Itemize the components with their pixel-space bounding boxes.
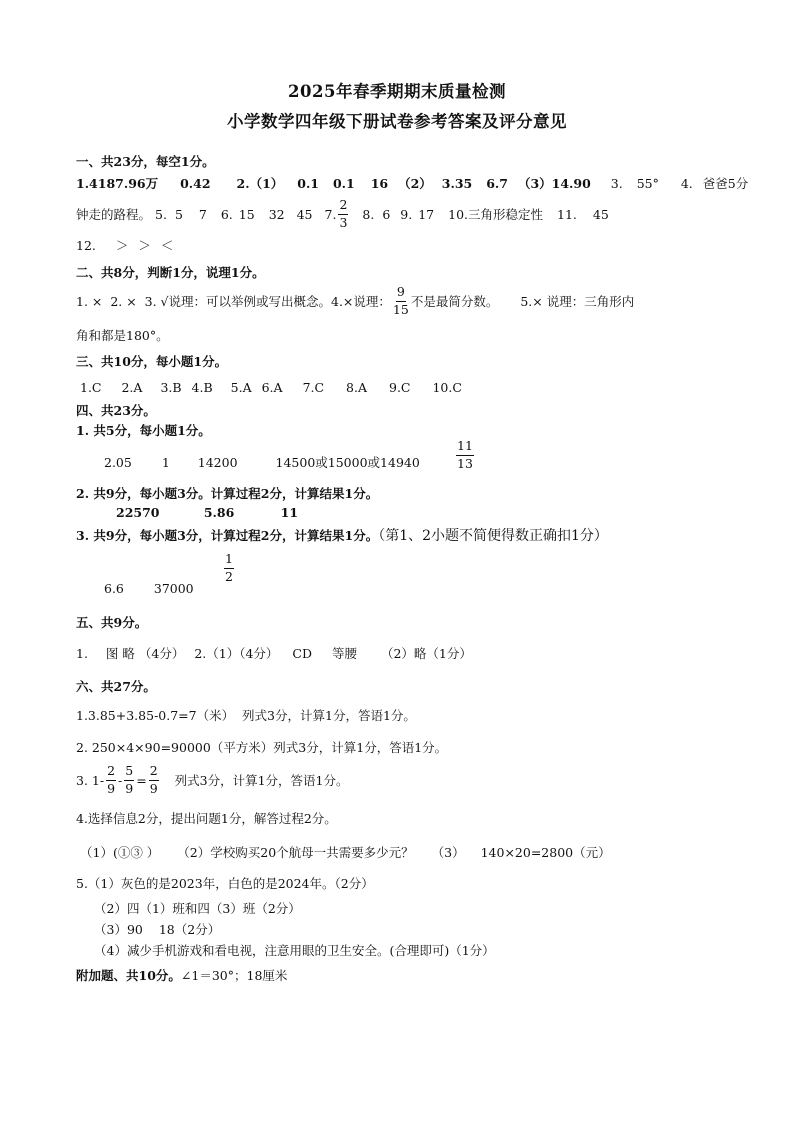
fraction: $\frac{9}{15}$ [392,284,409,317]
answer: 6. [220,206,233,222]
answer: 4.B [191,380,213,395]
section-4-q2-heading: 2. 共9分，每小题3分。计算过程2分，计算结果1分。 [76,486,379,501]
answer: 5.86 [203,505,235,520]
answer: 32 [268,206,285,222]
section-2-line-1 [76,282,634,320]
section-4-q3-heading: 3. 共9分，每小题3分，计算过程2分，计算结果1分。 [76,528,379,543]
answer: 11. [557,206,577,222]
answer: 6.6 [104,581,124,596]
section-6-line-2: 2. 250×4×90=90000（平方米）列式3分，计算1分，答语1分。 [76,740,448,755]
answer: 不是最简分数。 [410,294,499,309]
answer: 16 [370,176,389,191]
answer: 9.C [389,380,411,395]
answer: 7. [324,206,337,222]
answer: 12. [76,238,96,253]
answer: CD [292,646,312,661]
extra-heading: 附加题、共10分。 [76,968,181,983]
section-3-heading: 三、共10分，每小题1分。 [76,354,228,369]
section-4-q1-fraction [454,440,476,470]
answer: 1.4187.96万 [76,176,159,191]
section-6-line-3 [76,760,349,800]
answer: 8.A [346,380,368,395]
answer: 45 [592,206,609,222]
answer: 140×20=2800（元） [480,845,611,860]
answer: 3. [610,176,623,191]
answer: （1）(①③ ） [80,845,160,860]
answer: 11 [280,505,299,520]
answer: 1. × 2. × 3. √说理：可以举例或写出概念。4.×说理： [76,294,391,309]
section-6-line-7: （2）四（1）班和四（3）班（2分） [94,901,301,916]
answer: - [118,772,123,788]
answer: 3.35 [441,176,473,191]
answer: 5. [155,206,167,222]
answer: 2.（1）（4分） [194,646,279,661]
answer: 37000 [153,581,194,596]
answer: 3.B [160,380,182,395]
answer: 15 [238,206,255,222]
answer: 7.C [302,380,325,395]
section-1-heading: 一、共23分，每空1分。 [76,154,215,169]
page-title-1: 2025年春季期期末质量检测 [288,82,506,101]
fraction: $\frac{11}{13}$ [457,438,473,471]
section-6-line-6: 5.（1）灰色的是2023年，白色的是2024年。（2分） [76,876,374,891]
answer: 45 [296,206,313,222]
answer: （3）14.90 [517,176,591,191]
fraction: $\frac{1}{2}$ [225,551,233,584]
fraction: $\frac{2}{3}$ [339,197,348,230]
answer: 1 [161,455,170,470]
answer: ＞ [138,238,151,253]
answer: 6.7 [486,176,508,191]
answer: 55° [636,176,659,191]
section-6-line-8 [94,920,220,938]
answer: （2） [398,176,432,191]
section-1-line-3 [76,236,173,254]
section-1-line-1 [76,174,748,192]
answer: （2）学校购买20个航母一共需要多少元？ [177,845,414,860]
answer: 6.A [261,380,283,395]
answer: 8. [362,206,375,222]
section-5-heading: 五、共9分。 [76,615,148,630]
answer: 3. 1- [76,772,105,788]
answer: 14200 [197,455,238,470]
section-4-q3-answers [104,581,194,596]
answer: 1.C [80,380,102,395]
answer: 9. [400,206,413,222]
answer: 0.42 [180,176,211,191]
section-1-line-2 [76,196,609,232]
answer: 18（2分） [158,922,221,937]
answer: 2.05 [104,455,132,470]
answer: 5.A [230,380,252,395]
answer: （3） [431,845,465,860]
answer: （2）略（1分） [380,646,472,661]
fraction: $\frac{2}{9}$ [107,763,116,796]
section-4-q2-answers [116,505,298,520]
answer: 10.C [432,380,462,395]
answer: 7 [198,206,207,222]
answer: = [136,772,147,788]
section-6-heading: 六、共27分。 [76,679,156,694]
section-3-answers [80,380,462,395]
answer: 钟走的路程。 [76,207,152,222]
section-5-line [76,644,472,662]
section-4-q3-note: （第1、2小题不简便得数正确扣1分） [378,528,608,544]
page-title-2: 小学数学四年级下册试卷参考答案及评分意见 [227,112,567,131]
section-6-line-9: （4）减少手机游戏和看电视，注意用眼的卫生安全。(合理即可)（1分） [94,943,495,958]
answer: 14500或15000或14940 [275,455,420,470]
answer: 爸爸5分 [702,176,749,191]
extra-answer: ∠1＝30°；18厘米 [180,968,288,983]
answer: 22570 [116,505,160,520]
section-4-q3-fraction [222,553,236,583]
answer: 0.1 [332,176,355,191]
answer: 2.A [121,380,143,395]
section-6-line-1: 1.3.85+3.85-0.7=7（米） 列式3分，计算1分，答语1分。 [76,708,416,723]
answer: 图 略 （4分） [105,646,185,661]
fraction: $\frac{5}{9}$ [125,763,134,796]
answer: 4. [680,176,693,191]
section-2-heading: 二、共8分，判断1分，说理1分。 [76,265,265,280]
fraction: $\frac{2}{9}$ [149,763,158,796]
answer: 10.三角形稳定性 [448,207,544,222]
answer: 等腰 [331,646,357,661]
answer: 0.1 [297,176,319,191]
extra-line [76,966,287,984]
section-4-q3-heading-line [76,525,608,545]
answer: 5 [174,206,183,222]
answer: （3）90 [94,922,143,937]
section-6-line-4: 4.选择信息2分，提出问题1分，解答过程2分。 [76,811,337,826]
section-4-q1-answers [104,453,420,471]
section-2-line-2: 角和都是180°。 [76,328,169,343]
answer: 17 [418,206,435,222]
answer: 列式3分，计算1分，答语1分。 [174,773,349,788]
answer: 1. [76,646,88,661]
answer: 2.（1） [236,176,284,191]
section-6-line-5 [80,843,611,861]
section-4-q1-heading: 1. 共5分，每小题1分。 [76,423,211,438]
answer: ＞ [115,238,129,253]
section-4-heading: 四、共23分。 [76,403,156,418]
answer: 5.× 说理：三角形内 [520,294,635,309]
answer: ＜ [160,238,174,253]
answer: 6 [382,206,391,222]
